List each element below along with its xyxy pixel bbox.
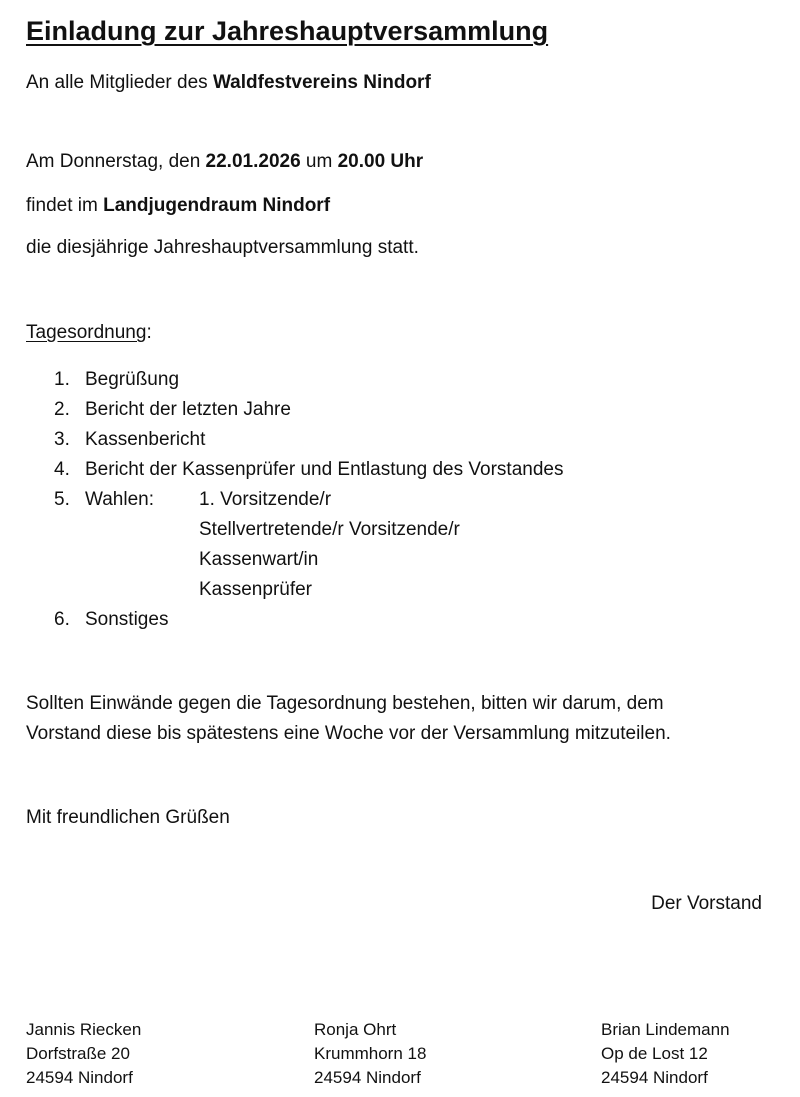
contact-name: Jannis Riecken (26, 1020, 142, 1039)
meeting-purpose-line: die diesjährige Jahreshauptversammlung statt. (26, 237, 419, 258)
wahlen-position: Kassenwart/in (199, 549, 319, 570)
wahlen-position: Stellvertretende/r Vorsitzende/r (199, 519, 460, 540)
contact-street: Dorfstraße 20 (26, 1044, 130, 1063)
meeting-date: 22.01.2026 (205, 151, 301, 172)
location-prefix: findet im (26, 195, 104, 216)
agenda-item (54, 365, 754, 395)
agenda-item (54, 425, 754, 455)
agenda-heading (26, 321, 152, 345)
meeting-location: Landjugendraum Nindorf (103, 195, 331, 216)
contact-city: 24594 Nindorf (601, 1068, 708, 1087)
contact-street: Krummhorn 18 (314, 1044, 427, 1063)
closing-salutation: Mit freundlichen Grüßen (26, 807, 230, 828)
greeting-prefix: An alle Mitglieder des (26, 72, 213, 93)
agenda-item-text: Kassenbericht (85, 429, 206, 450)
agenda-heading-text: Tagesordnung (26, 322, 147, 343)
agenda-item-number: 6. (54, 609, 70, 630)
agenda-item (54, 455, 754, 485)
agenda-item-number: 1. (54, 369, 70, 390)
contact-block (601, 1018, 730, 1090)
contact-name: Ronja Ohrt (314, 1020, 397, 1039)
agenda-item-number: 2. (54, 399, 70, 420)
meeting-date-line (26, 150, 423, 174)
wahlen-position: 1. Vorsitzende/r (199, 489, 332, 510)
meeting-time: 20.00 Uhr (337, 151, 424, 172)
agenda-list (54, 365, 754, 635)
contact-name: Brian Lindemann (601, 1020, 730, 1039)
agenda-heading-colon: : (146, 322, 152, 343)
agenda-item-text: Bericht der letzten Jahre (85, 399, 291, 420)
meeting-location-line (26, 194, 330, 218)
agenda-item-number: 5. (54, 489, 70, 510)
greeting-line (26, 71, 431, 95)
date-prefix: Am Donnerstag, den (26, 151, 206, 172)
agenda-item-wahlen (54, 485, 754, 515)
notice-line: Vorstand diese bis spätestens eine Woche vor der Versammlung mitzuteilen. (26, 723, 671, 744)
signature-board: Der Vorstand (651, 893, 762, 914)
date-time-joiner: um (300, 151, 338, 172)
agenda-item-text: Bericht der Kassenprüfer und Entlastung des Vorstandes (85, 459, 564, 480)
agenda-item (54, 395, 754, 425)
contact-block (314, 1018, 426, 1090)
contact-city: 24594 Nindorf (314, 1068, 421, 1087)
agenda-item-text: Begrüßung (85, 369, 180, 390)
wahlen-position: Kassenprüfer (199, 579, 313, 600)
objection-notice (26, 689, 776, 749)
contact-street: Op de Lost 12 (601, 1044, 708, 1063)
agenda-item-number: 4. (54, 459, 70, 480)
contact-block (26, 1018, 141, 1090)
club-name: Waldfestvereins Nindorf (212, 72, 431, 93)
agenda-item-text: Wahlen: (85, 489, 154, 510)
agenda-item (54, 605, 754, 635)
agenda-item-text: Sonstiges (85, 609, 169, 630)
contact-city: 24594 Nindorf (26, 1068, 133, 1087)
agenda-item-number: 3. (54, 429, 70, 450)
document-title: Einladung zur Jahreshauptversammlung (26, 16, 549, 46)
notice-line: Sollten Einwände gegen die Tagesordnung bestehen, bitten wir darum, dem (26, 693, 664, 714)
